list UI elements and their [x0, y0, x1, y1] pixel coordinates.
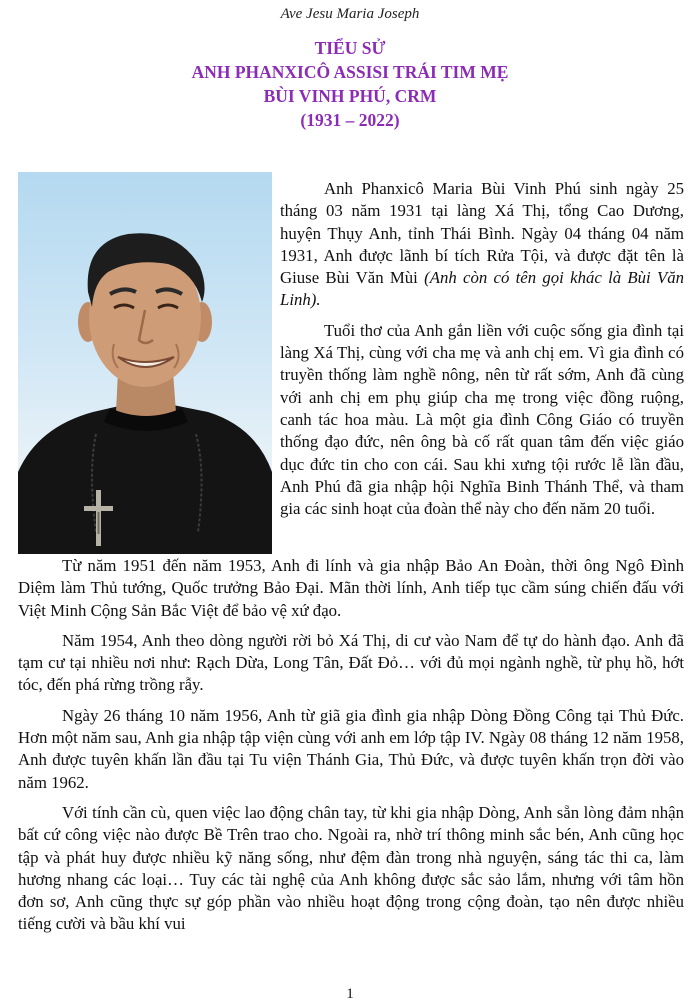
paragraph-2: Tuổi thơ của Anh gắn liền với cuộc sống gia đình tại làng Xá Thị, cùng với cha mẹ và anh chị em. Vì gia đình có truyền thống làm nghề nông, nên từ rất sớm, Anh đã cùng với anh chị em phụ giúp cha mẹ trong việc đồng ruộng, canh tác hoa màu. Là một gia đình Công Giáo có truyền thống đạo đức, nên ông bà cố rất quan tâm đến việc giáo dục đức tin cho con cái. Sau khi xưng tội rước lễ lần đầu, Anh Phú đã gia nhập hội Nghĩa Binh Thánh Thể, và tham gia các sinh hoạt của đoàn thể này cho đến năm 20 tuổi. — [280, 320, 684, 519]
portrait-photo — [18, 172, 272, 554]
biography-text-column — [280, 178, 684, 526]
title-line-3: BÙI VINH PHÚ, CRM — [263, 86, 437, 106]
paragraph-1 — [280, 178, 684, 312]
paragraph-4: Năm 1954, Anh theo dòng người rời bỏ Xá Thị, di cư vào Nam để tự do hành đạo. Anh đã tạm cư tại nhiều nơi như: Rạch Dừa, Long Tân, Đất Đỏ… với đủ mọi ngành nghề, từ phụ hồ, hớt tóc, đến phá rừng trồng rẫy. — [18, 630, 684, 695]
title-line-2: ANH PHANXICÔ ASSISI TRÁI TIM MẸ — [191, 62, 509, 82]
title-line-1: TIỂU SỬ — [314, 38, 386, 58]
title-line-4: (1931 – 2022) — [300, 110, 400, 130]
paragraph-1-italic-note: (Anh còn có tên gọi khác là Bùi Văn Linh). — [280, 268, 685, 310]
paragraph-3: Từ năm 1951 đến năm 1953, Anh đi lính và gia nhập Bảo An Đoàn, thời ông Ngô Đình Diệm làm Thủ tướng, Quốc trưởng Bảo Đại. Mãn thời lính, Anh tiếp tục cầm súng chiến đấu với Việt Minh Cộng Sản Bắc Việt để bảo vệ xứ đạo. — [18, 556, 684, 620]
biography-title — [0, 36, 700, 132]
paragraph-1-text: Anh Phanxicô Maria Bùi Vinh Phú sinh ngày 25 tháng 03 năm 1931 tại làng Xá Thị, tổng Cao Dương, huyện Thụy Anh, tỉnh Thái Bình. Ngày 04 tháng 04 năm 1931, Anh được lãnh bí tích Rửa Tội, và được đặt tên là Giuse Bùi Văn Mùi — [280, 179, 684, 288]
biography-text-full — [18, 555, 684, 944]
header-motto: Ave Jesu Maria Joseph — [280, 6, 420, 22]
paragraph-5: Ngày 26 tháng 10 năm 1956, Anh từ giã gia đình gia nhập Dòng Đồng Công tại Thủ Đức. Hơn một năm sau, Anh gia nhập tập viện cùng với anh em lớp tập IV. Ngày 08 tháng 12 năm 1958, Anh được tuyên khấn lần đầu tại Tu viện Thánh Gia, Thủ Đức, và được tuyên khấn trọn đời vào năm 1962. — [18, 705, 684, 792]
page-number: 1 — [346, 986, 354, 1002]
paragraph-6: Với tính cần cù, quen việc lao động chân tay, từ khi gia nhập Dòng, Anh sẵn lòng đảm nhận bất cứ công việc nào được Bề Trên trao cho. Ngoài ra, nhờ trí thông minh sắc bén, Anh cũng học tập và phát huy được nhiều kỹ năng sống, như đệm đàn trong nhà nguyện, sáng tác thi ca, làm hương nhang các loại… Tuy các tài nghệ của Anh không được sắc sảo lắm, nhưng với tâm hồn đơn sơ, Anh cũng thực sự góp phần vào nhiều hoạt động trong cộng đoàn, tạo nên được nhiều tiếng cười và bầu khí vui — [18, 802, 684, 934]
